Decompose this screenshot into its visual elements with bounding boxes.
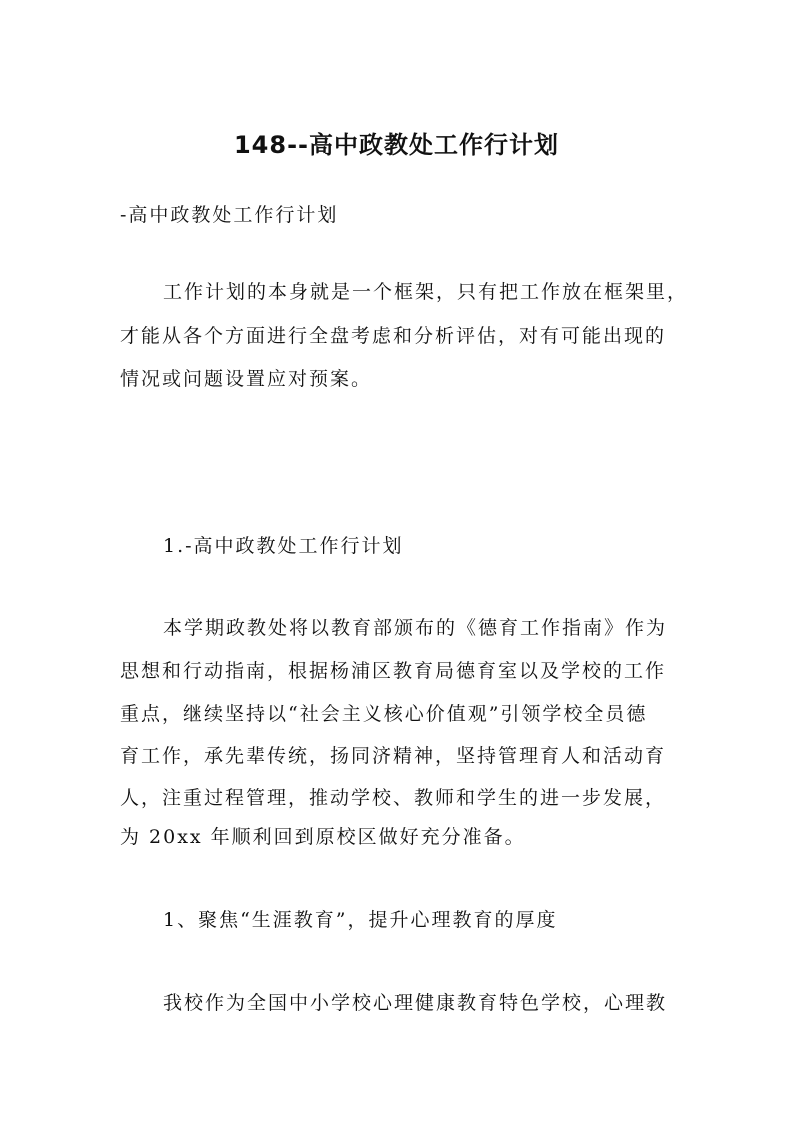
body-line-5: 人，注重过程管理，推动学校、教师和学生的进一步发展，	[120, 787, 667, 809]
body-line-3: 重点，继续坚持以“社会主义核心价值观”引领学校全员德	[120, 703, 648, 725]
body-last-line: 我校作为全国中小学校心理健康教育特色学校，心理教	[163, 992, 668, 1014]
point-heading: 1、聚焦“生涯教育”，提升心理教育的厚度	[163, 909, 558, 931]
intro-line-1: 工作计划的本身就是一个框架，只有把工作放在框架里，	[163, 281, 689, 303]
body-line-2: 思想和行动指南，根据杨浦区教育局德育室以及学校的工作	[120, 660, 667, 682]
intro-line-2: 才能从各个方面进行全盘考虑和分析评估，对有可能出现的	[120, 325, 667, 347]
body-line-1: 本学期政教处将以教育部颁布的《德育工作指南》作为	[163, 617, 668, 639]
body-line-4: 育工作，承先辈传统，扬同济精神，坚持管理育人和活动育	[120, 745, 667, 767]
document-title: 148--高中政教处工作行计划	[233, 131, 560, 159]
section-heading: 1.-高中政教处工作行计划	[163, 535, 404, 557]
document-subtitle: -高中政教处工作行计划	[120, 204, 339, 226]
body-line-6: 为 20xx 年顺利回到原校区做好充分准备。	[120, 826, 526, 848]
intro-line-3: 情况或问题设置应对预案。	[120, 368, 373, 390]
